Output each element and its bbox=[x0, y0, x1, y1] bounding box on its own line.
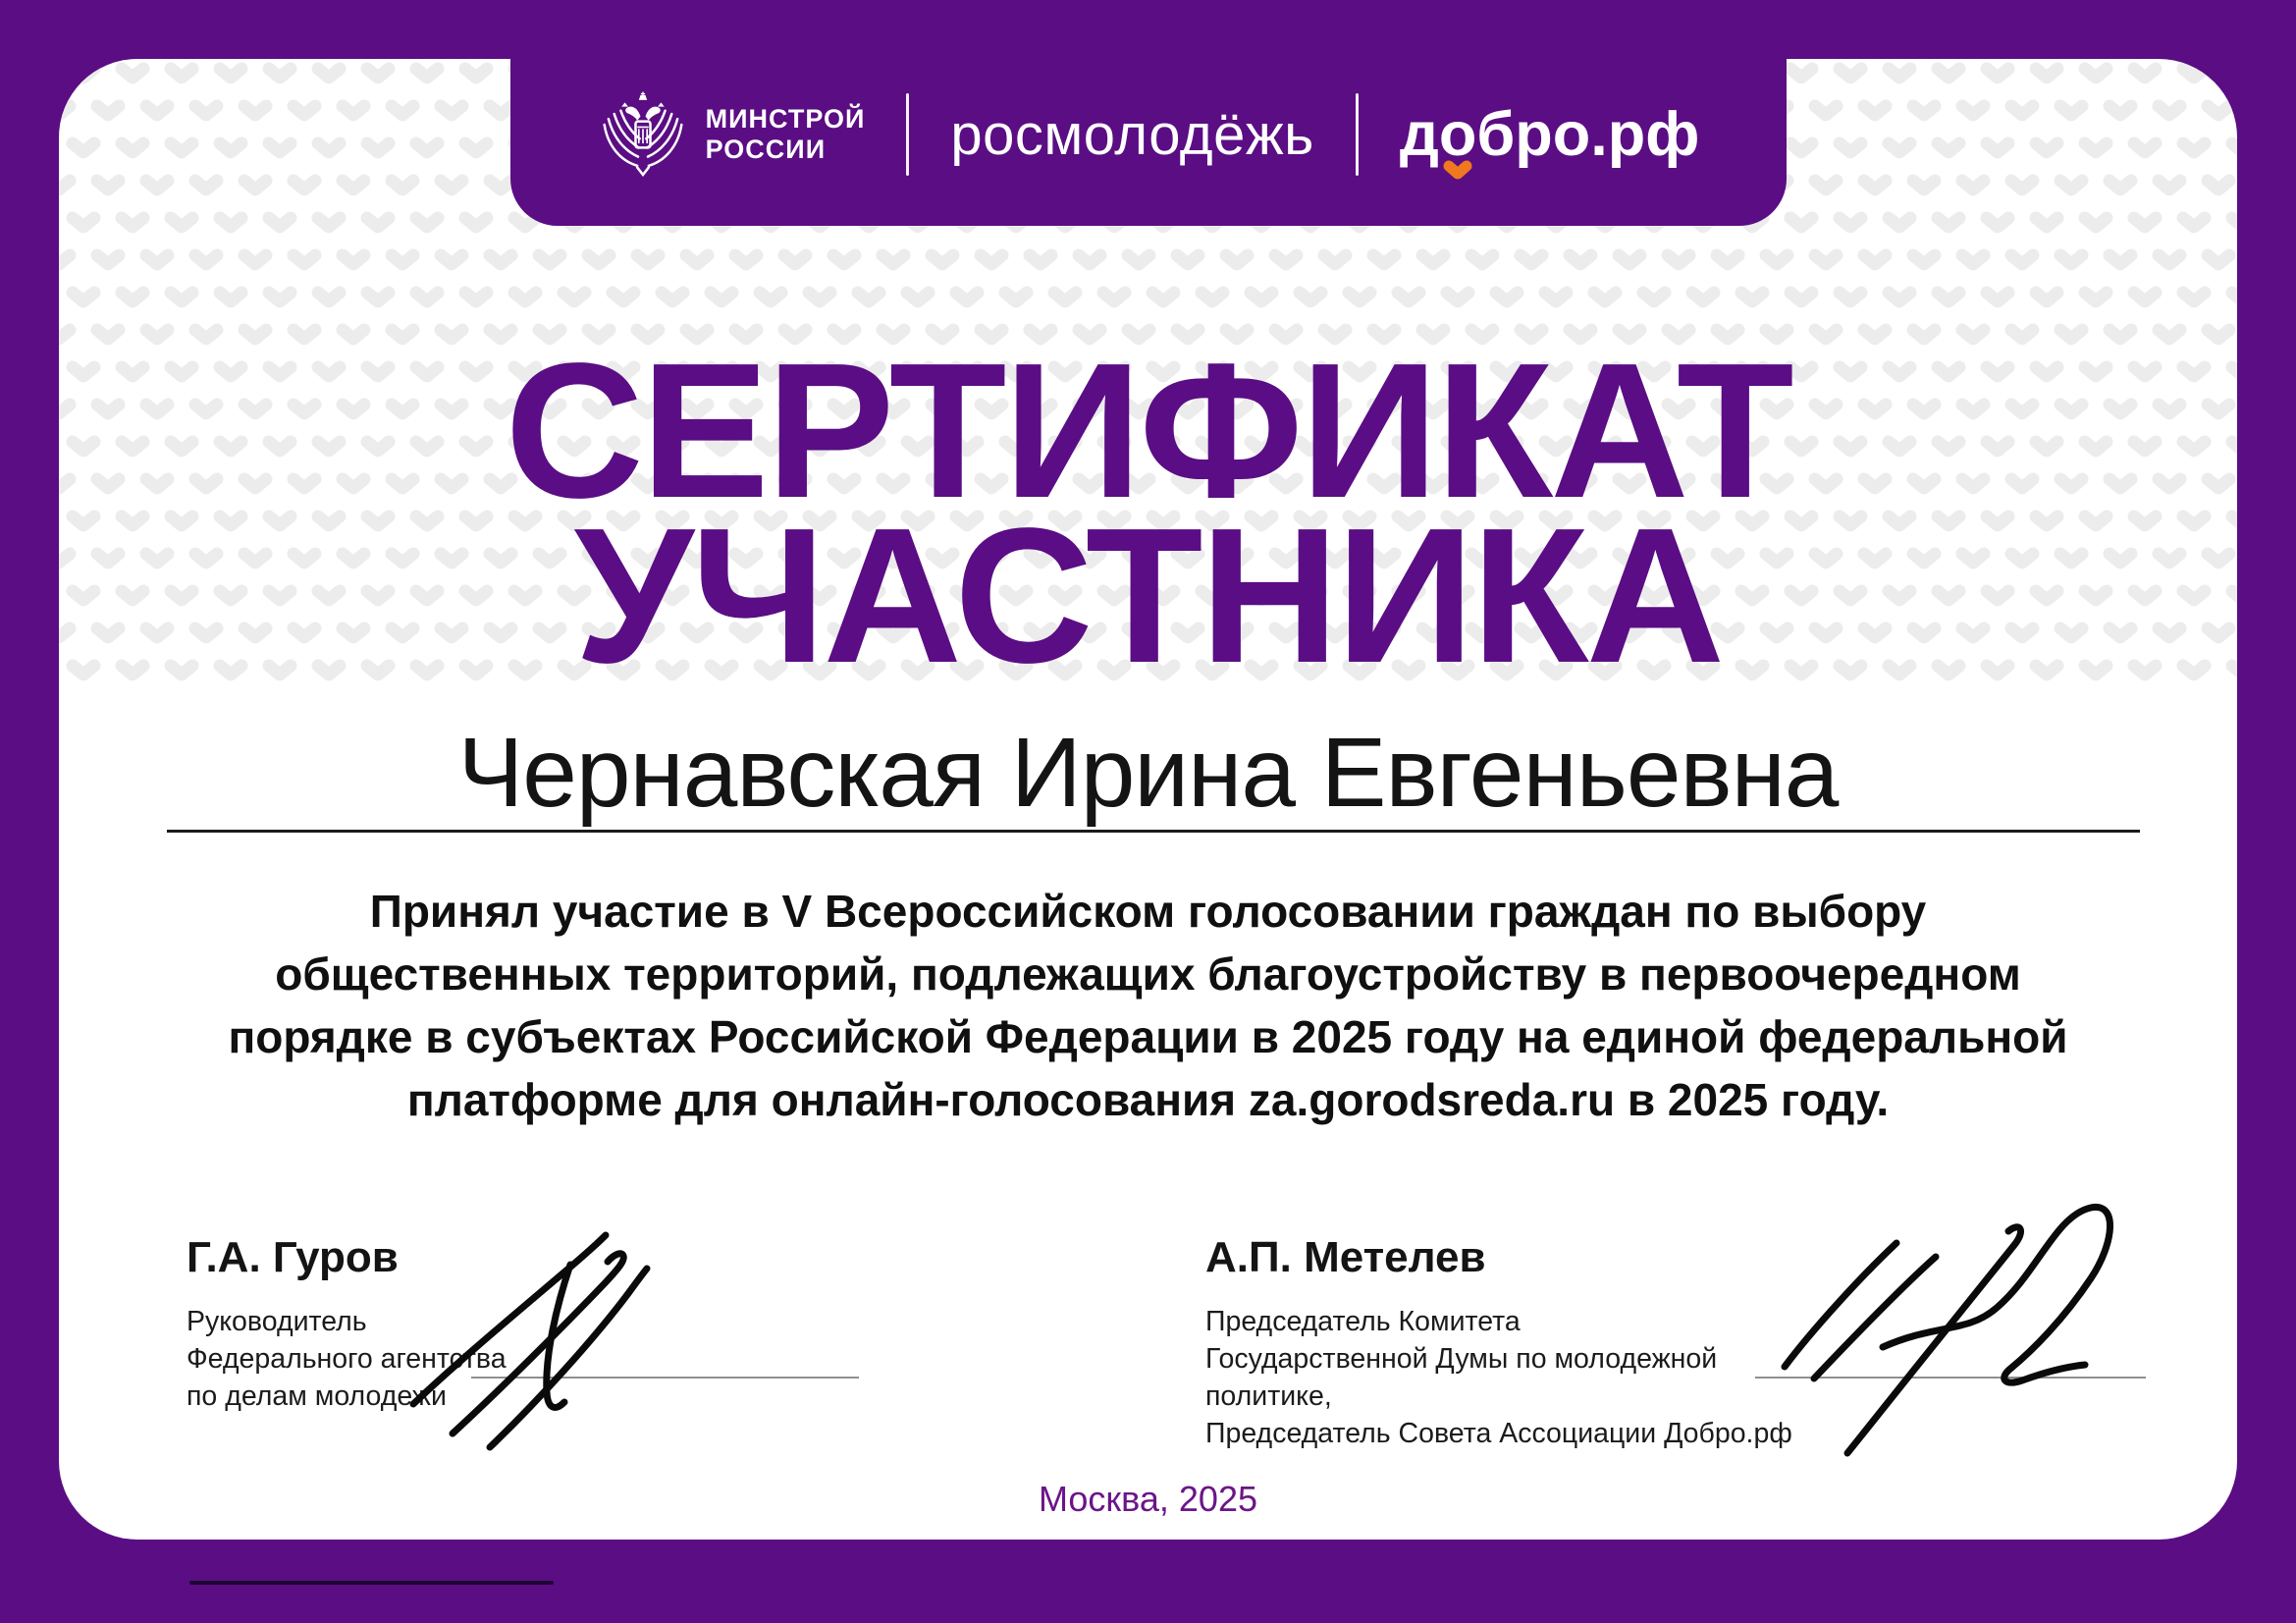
certificate-title-line2: УЧАСТНИКА bbox=[573, 488, 1723, 703]
dobro-wordmark: добро.рф bbox=[1399, 99, 1700, 169]
signatory-left-role-line2: Федерального агентства bbox=[187, 1343, 507, 1375]
minstroy-logo bbox=[598, 87, 866, 182]
signatory-right-role-line2: Государственной Думы по молодежной политике, bbox=[1205, 1343, 1718, 1412]
logo-divider-icon bbox=[906, 93, 909, 176]
signatory-right-name: А.П. Метелев bbox=[1205, 1233, 1486, 1281]
certificate-title-line1: СЕРТИФИКАТ bbox=[505, 323, 1791, 538]
rosmolodezh-logo: росмолодёжь bbox=[950, 102, 1314, 167]
logo-tab bbox=[510, 0, 1787, 226]
signatory-right-role bbox=[1205, 1303, 1814, 1452]
signatory-right bbox=[1205, 1232, 1814, 1452]
body-text bbox=[0, 880, 2296, 1131]
body-text-line2: общественных территорий, подлежащих благоустройству в первоочередном bbox=[275, 948, 2021, 1000]
minstroy-eagle-icon bbox=[598, 87, 688, 182]
body-text-line3: порядке в субъектах Российской Федерации в 2025 году на единой федеральной bbox=[228, 1011, 2068, 1062]
logo-divider-icon bbox=[1356, 93, 1359, 176]
signatory-right-role-line1: Председатель Комитета bbox=[1205, 1306, 1521, 1337]
logo-row bbox=[598, 87, 1700, 182]
signature-left-icon bbox=[398, 1210, 761, 1455]
signatory-left-role-line1: Руководитель bbox=[187, 1306, 367, 1337]
recipient-name-underline bbox=[167, 830, 2140, 833]
minstroy-label bbox=[706, 104, 866, 165]
minstroy-label-line1: МИНСТРОЙ bbox=[705, 104, 866, 134]
signatory-right-role-line3: Председатель Совета Ассоциации Добро.рф bbox=[1205, 1418, 1792, 1449]
dobro-heart-icon bbox=[1441, 160, 1474, 186]
recipient-name: Чернавская Ирина Евгеньевна bbox=[457, 718, 1839, 828]
city-year: Москва, 2025 bbox=[1039, 1479, 1257, 1519]
minstroy-label-line2: РОССИИ bbox=[705, 135, 827, 164]
signatory-left-role-line3: по делам молодежи bbox=[187, 1380, 447, 1412]
signature-right-icon bbox=[1757, 1178, 2160, 1463]
bottom-dark-line bbox=[189, 1581, 554, 1585]
dobro-logo bbox=[1399, 99, 1700, 169]
body-text-line4: платформе для онлайн-голосования za.gorodsreda.ru в 2025 году. bbox=[406, 1074, 1890, 1125]
body-text-line1: Принял участие в V Всероссийском голосовании граждан по выбору bbox=[369, 886, 1927, 937]
signatory-left-name: Г.А. Гуров bbox=[187, 1233, 399, 1281]
